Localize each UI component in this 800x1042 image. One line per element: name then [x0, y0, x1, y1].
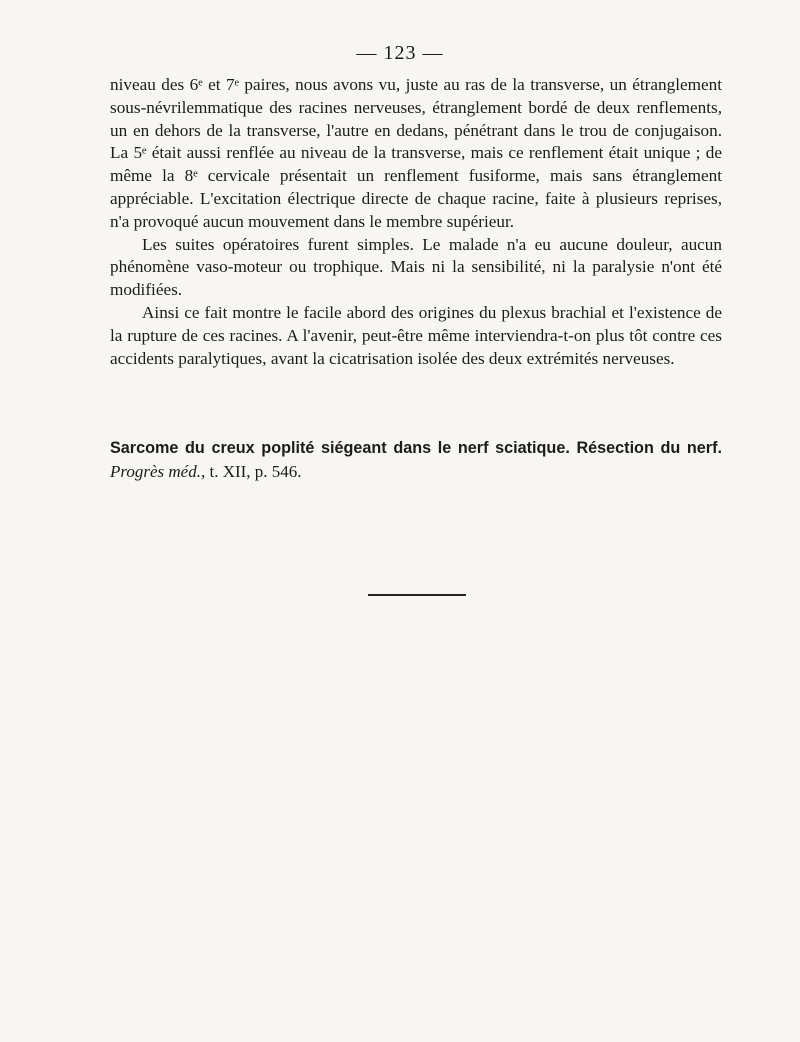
paragraph-outcome: Les suites opératoires furent simples. Le malade n'a eu aucune douleur, aucun phénomène vaso-moteur ou trophique. Mais ni la sensibilité, ni la paralysie n'ont été modifiées. [110, 234, 722, 300]
body-text [110, 74, 722, 370]
reference-title: Sarcome du creux poplité siégeant dans le nerf sciatique. Résection du nerf. [110, 439, 722, 457]
paragraph-conclusion: Ainsi ce fait montre le facile abord des origines du plexus brachial et l'existence de la rupture de ces racines. A l'avenir, peut-être même interviendra-t-on plus tôt contre ces accidents paralytiques, avant la cicatrisation isolée des deux extrémités nerveuses. [110, 302, 722, 368]
paragraph-continuation: niveau des 6ᵉ et 7ᵉ paires, nous avons vu, juste au ras de la transverse, un étranglement sous-névrilemmatique des racines nerveuses, étranglement bordé de deux renflements, un en dehors de la transverse, l'autre en dedans, pénétrant dans le trou de conjugaison. La 5ᵉ était aussi renflée au niveau de la transverse, mais ce renflement était unique ; de même la 8ᵉ cervicale présentait un renflement fusiforme, mais sans étranglement appréciable. L'excitation électrique directe de chaque racine, faite à plusieurs reprises, n'a provoqué aucun mouvement dans le membre supérieur. [110, 75, 722, 231]
section-divider [368, 594, 466, 596]
reference-details: , t. XII, p. 546. [200, 462, 302, 481]
page-number: — 123 — [356, 42, 444, 64]
bibliographic-reference [110, 436, 722, 484]
reference-journal: Progrès méd. [110, 462, 201, 481]
